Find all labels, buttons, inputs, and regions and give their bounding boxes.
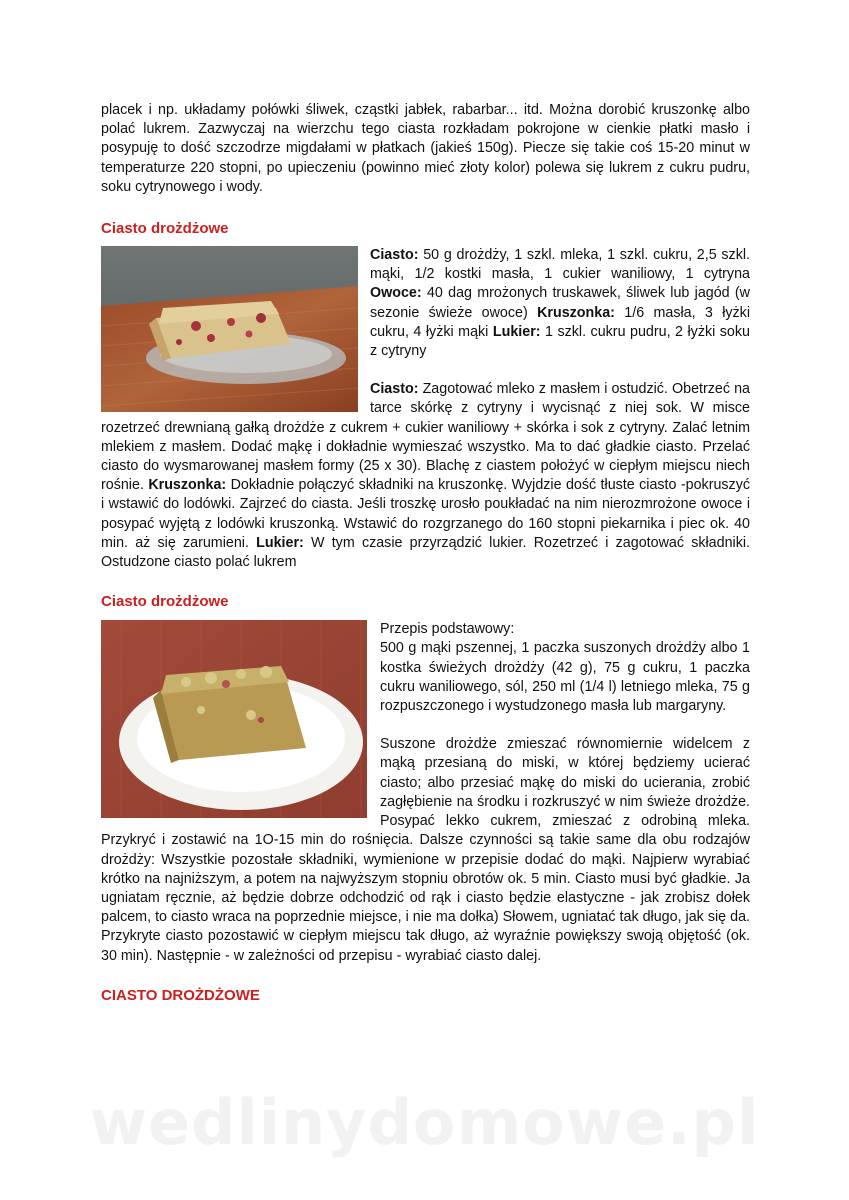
ing-text-kruszonka: 1/6 masła, 3 łyżki cukru, 4 łyżki mąki bbox=[370, 304, 751, 340]
recipe2-photo bbox=[101, 620, 367, 818]
recipe1-title: Ciasto drożdżowe bbox=[101, 220, 229, 238]
method-label-kruszonka: Kruszonka: bbox=[148, 477, 227, 494]
recipe2-ingredients: 500 g mąki pszennej, 1 paczka suszonych drożdży albo 1 kostka świeżych drożdży (42 g), 75 g cukru, 1 paczka cukru waniliowego, sól, 250 ml (1/4 l) letniego mleka, 75 g rozpuszczonego i wystudzonego masła lub margaryny. bbox=[380, 640, 750, 715]
method-text-lukier: W tym czasie przyrządzić lukier. Rozetrzeć i zagotować składniki. Ostudzone ciasto polać lukrem bbox=[101, 534, 750, 571]
method-text-kruszonka: Dokładnie połączyć składniki na kruszonkę. Wyjdzie dość tłuste ciasto -pokruszyć i wstawić do lodówki. Zajrzeć do ciasta. Jeśli troszkę urosło poukładać na nim nierozmrożone owoce i posypać wyjętą z lodówki kruszonką. Wstawić do rozgrzanego do 160 stopni piekarnika i piec ok. 40 min. aż się zarumieni. bbox=[101, 477, 750, 551]
page-content bbox=[101, 101, 750, 1005]
ing-label-lukier: Lukier: bbox=[492, 323, 541, 340]
ing-label-owoce: Owoce: bbox=[370, 285, 422, 302]
ing-text-owoce: 40 dag mrożonych truskawek, śliwek lub jagód (w sezonie świeże owoce) bbox=[370, 285, 750, 321]
recipe2-body bbox=[101, 620, 750, 965]
ing-label-kruszonka: Kruszonka: bbox=[537, 304, 615, 321]
recipe1-body bbox=[101, 246, 750, 572]
ing-text-lukier: 1 szkl. cukru pudru, 2 łyżki soku z cytryny bbox=[370, 323, 750, 360]
cake-plate-photo-1 bbox=[101, 246, 358, 412]
recipe1-photo bbox=[101, 246, 358, 412]
method-label-ciasto: Ciasto: bbox=[370, 381, 419, 398]
recipe2-method: Suszone drożdże zmieszać równomiernie widelcem z mąką przesianą do miski, w której będziemy ucierać ciasto; albo przesiać mąkę do miski do ucierania, zrobić zagłębienie na środku i rozkruszyć w nim świeże drożdże. Posypać lekko cukrem, zmieszać z odrobiną mleka. Przykryć i zostawić na 1O-15 min do rośnięcia. Dalsze czynności są takie same dla obu rodzajów drożdży: Wszystkie pozostałe składniki, wymienione w przepisie dodać do mąki. Najpierw wyrabiać krótko na najniższym, a potem na najwyższym stopniu obrotów ok. 5 min. Ciasto musi być gładkie. Ja ugniatam ręcznie, aż będzie dobrze odchodzić od rąk i ciasto będzie elastyczne - jak zrobisz dołek palcem, to ciasto wraca na poprzednie miejsce, i nie ma dołka) Słowem, ugniatać tak długo, jak się da. Przykryte ciasto pozostawić w ciepłym miejscu tak długo, aż wyraźnie powiększy swoją objętość (ok. 30 min). Następnie - w zależności od przepisu - wyrabiać ciasto dalej. bbox=[101, 736, 750, 964]
recipe2-intro-label: Przepis podstawowy: bbox=[380, 621, 515, 638]
intro-paragraph: placek i np. układamy połówki śliwek, cząstki jabłek, rabarbar... itd. Można dorobić kruszonkę albo polać lukrem. Zazwyczaj na wierzchu tego ciasta rozkładam pokrojone w cienkie płatki masło i posypuję to dość szczodrze migdałami w płatkach (jakieś 150g). Piecze się takie coś 15-20 minut w temperaturze 220 stopni, po upieczeniu (powinno mieć złoty kolor) polewa się lukrem z cukru pudru, soku cytrynowego i wody. bbox=[101, 102, 750, 195]
method-text-ciasto: Zagotować mleko z masłem i ostudzić. Obetrzeć na tarce skórkę z cytryny i wycisnąć z niej sok. W misce rozetrzeć drewnianą gałką drożdże z cukrem + cukier waniliowy + skórka i sok z cytryny. Zalać letnim mlekiem z masłem. Dodać mąkę i dokładnie wymieszać wszystko. Ma to dać gładkie ciasto. Przelać ciasto do wysmarowanej masłem formy (25 x 30). Blachę z ciastem położyć w ciepłym miejscu niech rośnie. bbox=[101, 381, 750, 494]
ing-text-ciasto: 50 g drożdży, 1 szkl. mleka, 1 szkl. cukru, 2,5 szkl. mąki, 1/2 kostki masła, 1 cukier waniliowy, 1 cytryna bbox=[370, 247, 750, 283]
recipe3-title: CIASTO DROŻDŻOWE bbox=[101, 986, 260, 1004]
ing-label-ciasto: Ciasto: bbox=[370, 247, 419, 264]
recipe2-title: Ciasto drożdżowe bbox=[101, 593, 229, 611]
watermark-text: wedlinydomowe.pl bbox=[89, 1086, 760, 1159]
method-label-lukier: Lukier: bbox=[256, 534, 304, 551]
cake-plate-photo-2 bbox=[101, 620, 367, 818]
